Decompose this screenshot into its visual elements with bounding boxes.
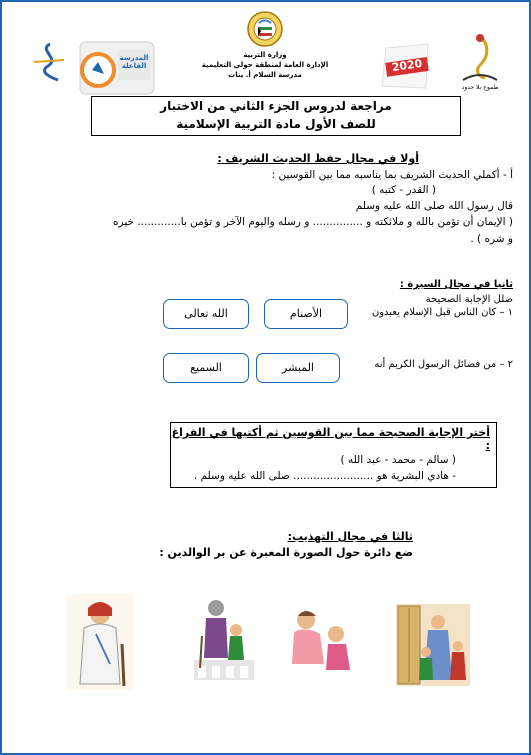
- title-line-1: مراجعة لدروس الجزء الثاني من الاختبار: [160, 99, 392, 113]
- question-1: ١ – كان الناس قبل الإسلام يعبدون: [371, 307, 513, 318]
- q1-option-idols[interactable]: الأصنام: [264, 299, 348, 329]
- q1-option-allah[interactable]: الله تعالى: [163, 299, 249, 329]
- kuwait-emblem-icon: [246, 8, 284, 50]
- section3-heading: ثالثا في مجال التهذيب:: [287, 530, 413, 543]
- fill-in-heading: أختر الإجابة الصحيحة مما بين القوسين ثم أكتبها في الفراغ :: [171, 426, 490, 452]
- old-man-cane-picture[interactable]: [66, 594, 134, 690]
- fill-in-sentence: - هادي البشرية هو ........................ صلى الله عليه وسلم .: [193, 470, 456, 482]
- ministry-header: [190, 8, 340, 80]
- ambition-logo: [455, 30, 505, 96]
- hadith-line-1: ( الإيمان أن تؤمن بالله و ملائكته و ............... و رسله واليوم الآخر و تؤمن با............. خيره: [113, 216, 513, 228]
- title-line-2: للصف الأول مادة التربية الإسلامية: [176, 117, 376, 131]
- hadith-intro: قال رسول الله صلى الله عليه وسلم: [355, 200, 513, 212]
- logo-left-text: المدرسة الفاعلة: [119, 54, 149, 70]
- hadith-line-2: و شره ) .: [470, 233, 513, 245]
- fill-in-choices: ( سالم - محمد - عبد الله ): [340, 454, 456, 466]
- q2-option-hearer[interactable]: السميع: [163, 353, 249, 383]
- vision-2020-logo: [378, 40, 434, 92]
- section3-instruction: ضع دائرة حول الصورة المعبرة عن بر الوالدين :: [159, 546, 413, 559]
- section1-instruction: أ - أكملي الحديث الشريف بما يناسبه مما بين القوسين :: [271, 169, 513, 181]
- ministry-name: وزارة التربية: [243, 51, 287, 59]
- question-2: ٢ – من فضائل الرسول الكريم أنه: [374, 359, 513, 370]
- logo-right-text: طموح بلا حدود: [461, 84, 499, 91]
- section2-instruction: ضلل الإجابة الصحيحة: [425, 294, 513, 305]
- title-box: [91, 96, 461, 136]
- section2-heading: ثانيا في مجال السيرة :: [399, 279, 513, 290]
- school-name: مدرسة السلام أ. بنات: [228, 71, 302, 79]
- child-helping-elder-picture[interactable]: [194, 596, 254, 680]
- girl-mother-picture[interactable]: [290, 604, 356, 672]
- fill-in-box: [170, 422, 497, 488]
- section1-choices: ( القدر - كتبه ): [371, 184, 436, 196]
- q2-option-bearer[interactable]: المبشر: [256, 353, 340, 383]
- logo-2020-text: 2020: [390, 56, 424, 75]
- effective-school-logo: [78, 40, 156, 96]
- section1-heading: أولا في مجال حفظ الحديث الشريف :: [217, 152, 419, 165]
- directorate-name: الإدارة العامة لمنطقة حولي التعليمية: [201, 61, 329, 69]
- family-doorway-picture[interactable]: [396, 604, 470, 686]
- swirl-logo: [28, 40, 72, 84]
